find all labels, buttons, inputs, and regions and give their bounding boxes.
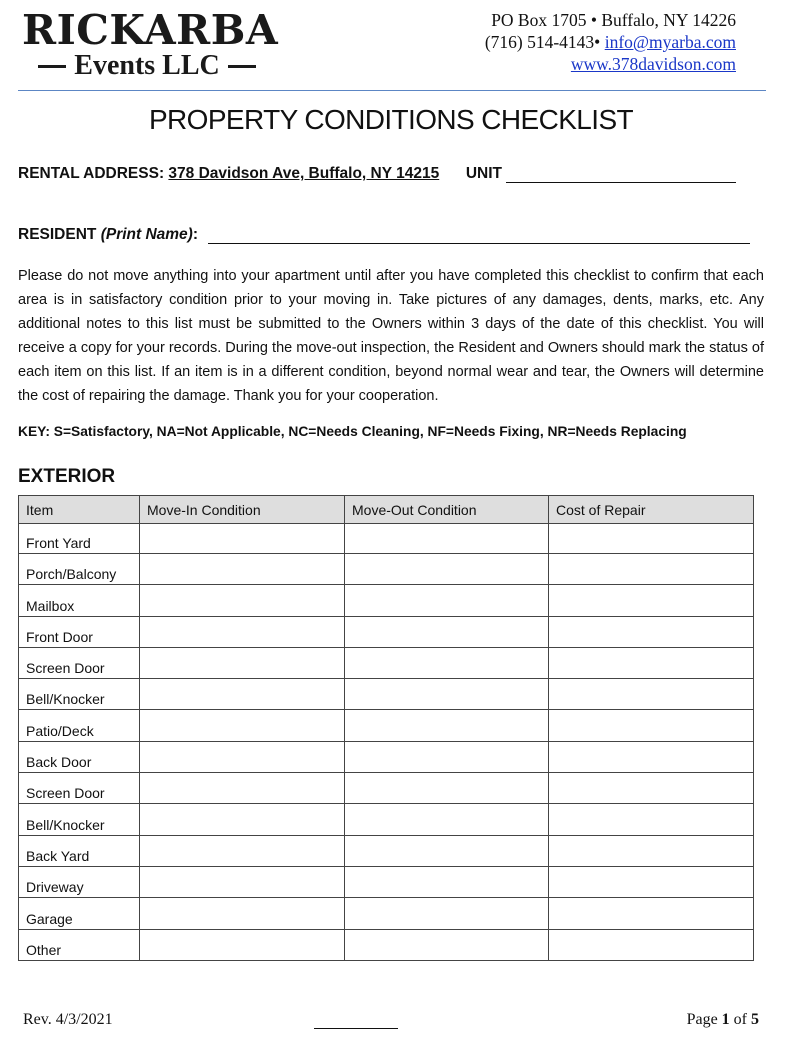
page-current: 1 (721, 1011, 730, 1028)
item-cell: Patio/Deck (19, 710, 140, 741)
table-row (19, 929, 754, 960)
table-row (19, 585, 754, 616)
item-cell: Bell/Knocker (19, 804, 140, 835)
cost-cell[interactable] (549, 585, 754, 616)
key-legend: KEY: S=Satisfactory, NA=Not Applicable, NC=Needs Cleaning, NF=Needs Fixing, NR=Needs Replacing (18, 424, 687, 439)
section-heading-exterior: EXTERIOR (18, 466, 116, 487)
email-link[interactable]: info@myarba.com (604, 32, 736, 52)
item-cell: Driveway (19, 866, 140, 897)
item-cell: Other (19, 929, 140, 960)
move-in-cell[interactable] (140, 898, 345, 929)
move-in-cell[interactable] (140, 679, 345, 710)
header-cost: Cost of Repair (549, 496, 754, 524)
cost-cell[interactable] (549, 898, 754, 929)
item-cell: Front Yard (19, 524, 140, 554)
cost-cell[interactable] (549, 741, 754, 772)
cost-cell[interactable] (549, 554, 754, 585)
move-out-cell[interactable] (345, 679, 549, 710)
contact-phone: (716) 514-4143• (484, 32, 601, 52)
move-out-cell[interactable] (345, 929, 549, 960)
initials-line[interactable] (314, 1028, 398, 1029)
exterior-checklist-table (18, 495, 754, 961)
page-word: Page (686, 1011, 718, 1028)
table-row (19, 835, 754, 866)
table-row (19, 866, 754, 897)
item-cell: Front Door (19, 616, 140, 647)
move-out-cell[interactable] (345, 585, 549, 616)
item-cell: Bell/Knocker (19, 679, 140, 710)
move-in-cell[interactable] (140, 616, 345, 647)
header-item: Item (19, 496, 140, 524)
logo-sub-row (22, 52, 272, 80)
move-in-cell[interactable] (140, 835, 345, 866)
unit-label: UNIT (465, 165, 503, 182)
unit-field[interactable] (506, 182, 736, 183)
table-header-row (19, 496, 754, 524)
rental-address-label: RENTAL ADDRESS: (18, 165, 165, 182)
move-in-cell[interactable] (140, 647, 345, 678)
resident-hint: (Print Name) (100, 226, 193, 243)
resident-name-field[interactable] (208, 243, 750, 244)
header-divider (18, 90, 766, 91)
header-move-out: Move-Out Condition (345, 496, 549, 524)
item-cell: Screen Door (19, 773, 140, 804)
cost-cell[interactable] (549, 616, 754, 647)
move-in-cell[interactable] (140, 773, 345, 804)
table-row (19, 616, 754, 647)
page-of: of (733, 1011, 747, 1028)
move-out-cell[interactable] (345, 804, 549, 835)
cost-cell[interactable] (549, 929, 754, 960)
resident-label: RESIDENT (18, 226, 97, 243)
website-link[interactable]: www.378davidson.com (570, 54, 736, 74)
move-out-cell[interactable] (345, 835, 549, 866)
logo-dash-right (228, 65, 256, 68)
move-out-cell[interactable] (345, 898, 549, 929)
resident-colon: : (192, 226, 199, 243)
move-out-cell[interactable] (345, 866, 549, 897)
revision-date: Rev. 4/3/2021 (23, 1011, 113, 1028)
table-row (19, 741, 754, 772)
rental-address-value: 378 Davidson Ave, Buffalo, NY 14215 (168, 165, 440, 182)
header-move-in: Move-In Condition (140, 496, 345, 524)
table-row (19, 554, 754, 585)
item-cell: Mailbox (19, 585, 140, 616)
move-out-cell[interactable] (345, 524, 549, 554)
contact-phone-line (485, 31, 736, 53)
cost-cell[interactable] (549, 710, 754, 741)
move-in-cell[interactable] (140, 554, 345, 585)
table-row (19, 524, 754, 554)
cost-cell[interactable] (549, 524, 754, 554)
item-cell: Screen Door (19, 647, 140, 678)
cost-cell[interactable] (549, 773, 754, 804)
table-row (19, 710, 754, 741)
move-in-cell[interactable] (140, 585, 345, 616)
table-row (19, 679, 754, 710)
move-in-cell[interactable] (140, 710, 345, 741)
move-out-cell[interactable] (345, 554, 549, 585)
move-in-cell[interactable] (140, 929, 345, 960)
move-out-cell[interactable] (345, 773, 549, 804)
table-row (19, 647, 754, 678)
move-out-cell[interactable] (345, 616, 549, 647)
item-cell: Porch/Balcony (19, 554, 140, 585)
move-in-cell[interactable] (140, 866, 345, 897)
move-in-cell[interactable] (140, 804, 345, 835)
cost-cell[interactable] (549, 679, 754, 710)
logo-dash-left (38, 65, 66, 68)
item-cell: Garage (19, 898, 140, 929)
cost-cell[interactable] (549, 647, 754, 678)
move-out-cell[interactable] (345, 741, 549, 772)
logo-sub-text: Events LLC (74, 50, 220, 81)
item-cell: Back Yard (19, 835, 140, 866)
item-cell: Back Door (19, 741, 140, 772)
table-row (19, 898, 754, 929)
instructions-paragraph: Please do not move anything into your apartment until after you have completed this checklist to confirm that each area is in satisfactory condition prior to your moving in. Take pictures of any damages, dents, marks, etc. Any additional notes to this list must be submitted to the Owners within 3 days of the date of this checklist. You will receive a copy for your records. During the move-out inspection, the Resident and Owners should mark the status of each item on this list. If an item is in a different condition, beyond normal wear and tear, the Owners will determine the cost of repairing the damage. Thank you for your cooperation. (18, 268, 764, 404)
logo-main-text: RICKARBA (22, 6, 279, 54)
cost-cell[interactable] (549, 835, 754, 866)
rental-address-line (18, 165, 736, 183)
page-title: PROPERTY CONDITIONS CHECKLIST (148, 104, 634, 135)
move-out-cell[interactable] (345, 710, 549, 741)
cost-cell[interactable] (549, 866, 754, 897)
cost-cell[interactable] (549, 804, 754, 835)
table-row (19, 804, 754, 835)
resident-line (18, 226, 750, 244)
contact-address: PO Box 1705 • Buffalo, NY 14226 (491, 10, 736, 30)
move-out-cell[interactable] (345, 647, 549, 678)
company-logo (22, 6, 279, 81)
move-in-cell[interactable] (140, 524, 345, 554)
contact-block (485, 9, 736, 75)
table-row (19, 773, 754, 804)
move-in-cell[interactable] (140, 741, 345, 772)
page-number (687, 1011, 759, 1029)
page-total: 5 (751, 1011, 759, 1028)
